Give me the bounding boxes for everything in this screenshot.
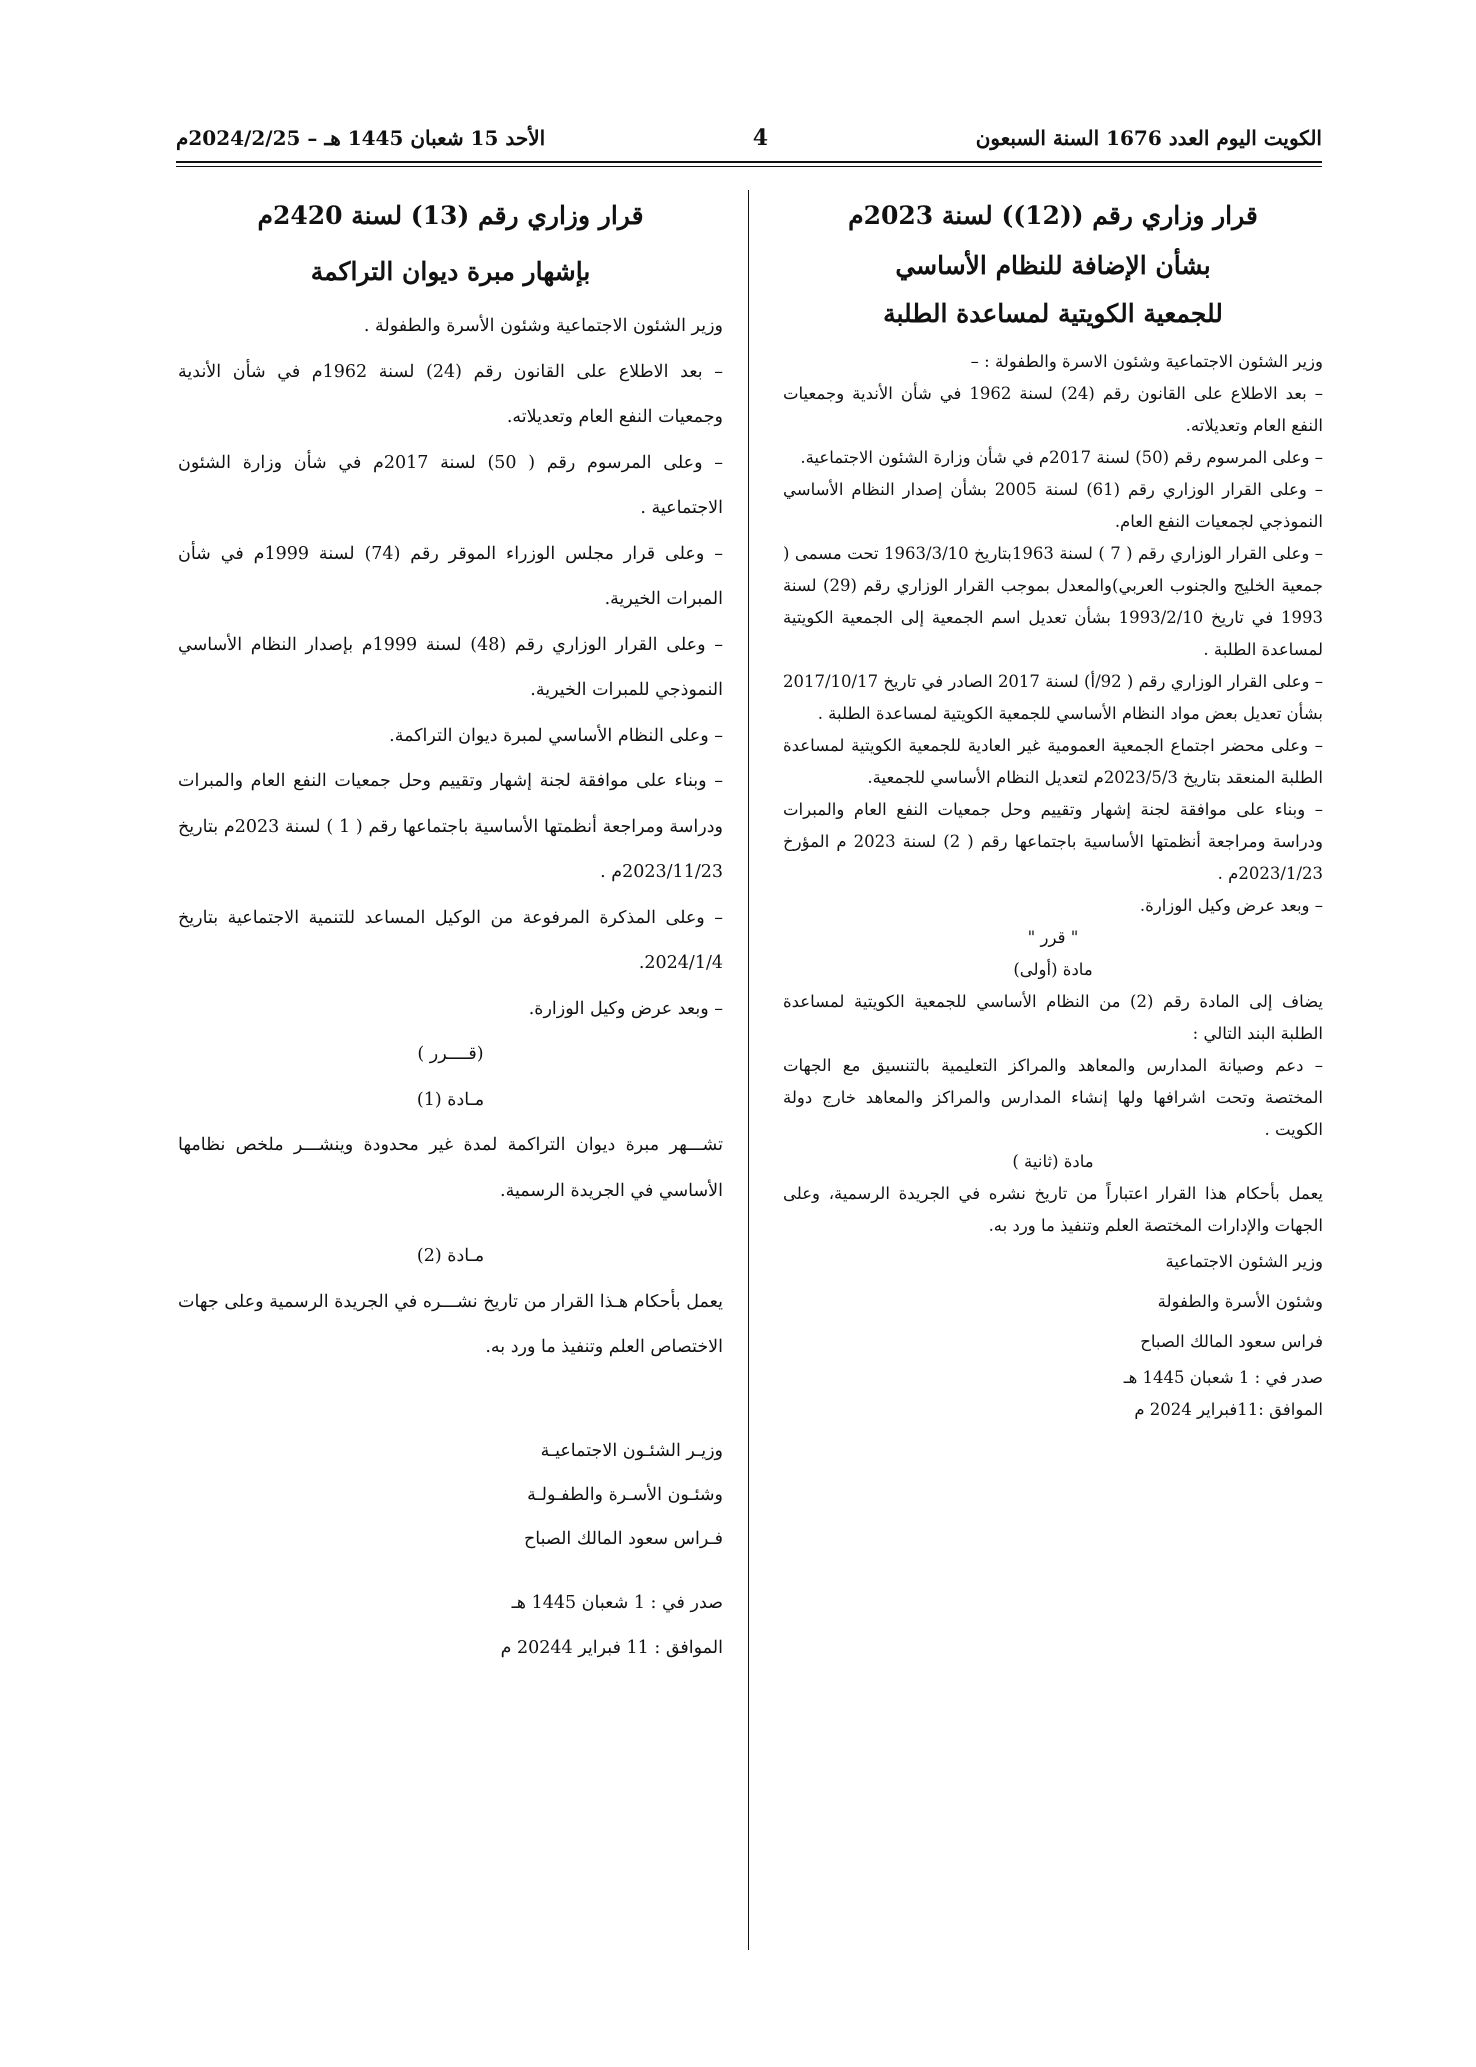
decree-12-issued-hijri: صدر في : 1 شعبان 1445 هـ <box>1123 1368 1323 1387</box>
decree-12-signature-line: وزير الشئون الاجتماعية <box>1165 1252 1323 1271</box>
decree-13-signature-line: وشئـون الأسـرة والطفـولـة <box>527 1484 723 1505</box>
decree-12-signature-line: فراس سعود المالك الصباح <box>1140 1332 1323 1351</box>
decree-13-decision-label: (قــــرر ) <box>417 1044 484 1064</box>
decree-12-article-2-text: يعمل بأحكام هذا القرار اعتباراً من تاريخ نشره في الجريدة الرسمية، وعلى الجهات والإدارات المختصة العلم وتنفيذ ما ورد به. <box>783 1184 1323 1235</box>
decree-13-article-2-text: يعمل بأحكام هـذا القرار من تاريخ نشـــره في الجريدة الرسمية وعلى جهات الاختصاص العلم وتنفيذ ما ورد به. <box>178 1291 723 1357</box>
page-header <box>176 118 1322 158</box>
page-number: 4 <box>752 125 769 151</box>
decree-12-article-1-title: مادة (أولى) <box>1013 960 1093 979</box>
decree-12-article-1-text: يضاف إلى المادة رقم (2) من النظام الأساسي للجمعية الكويتية لمساعدة الطلبة البند التالي : <box>783 992 1324 1043</box>
decree-13-signature-line: وزيـر الشئـون الاجتماعيـة <box>540 1440 723 1461</box>
decree-13-issued-hijri: صدر في : 1 شعبان 1445 هـ <box>511 1592 723 1613</box>
decree-13-paragraph: – وبعد عرض وكيل الوزارة. <box>528 998 723 1019</box>
decree-12-article-2-title: مادة (ثانية ) <box>1012 1152 1094 1171</box>
header-date: الأحد 15 شعبان 1445 هـ – 2024/2/25م <box>176 126 546 150</box>
decree-13-paragraph: – وعلى القرار الوزاري رقم (48) لسنة 1999م بإصدار النظام الأساسي النموذجي للمبرات الخيرية. <box>178 634 724 700</box>
decree-13-paragraph: – وبناء على موافقة لجنة إشهار وتقييم وحل جمعيات النفع العام والمبرات ودراسة ومراجعة أنظمتها الأساسية باجتماعها رقم ( 1 ) لسنة 2023م بتاريخ 2023/11/23م . <box>178 771 723 882</box>
decree-12-issued-gregorian: الموافق :11فبراير 2024 م <box>1134 1400 1323 1419</box>
decree-12-decision-label: " قرر " <box>1027 928 1079 947</box>
decree-13-title: قرار وزاري رقم (13) لسنة 2420م <box>257 201 644 230</box>
decree-12-paragraph: – وعلى القرار الوزاري رقم (61) لسنة 2005 بشأن إصدار النظام الأساسي النموذجي لجمعيات النفع العام. <box>783 480 1324 531</box>
decree-13-paragraph: – وعلى المذكرة المرفوعة من الوكيل المساعد للتنمية الاجتماعية بتاريخ 2024/1/4. <box>178 907 723 973</box>
decree-13-paragraph: – وعلى قرار مجلس الوزراء الموقر رقم (74) لسنة 1999م في شأن المبرات الخيرية. <box>178 543 723 609</box>
header-rule-thin <box>176 166 1322 167</box>
decree-12-signature-line: وشئون الأسرة والطفولة <box>1157 1292 1323 1311</box>
decree-13-column <box>178 192 723 1672</box>
decree-12-paragraph: – وعلى القرار الوزاري رقم ( 7 ) لسنة 1963بتاريخ 1963/3/10 تحت مسمى ( جمعية الخليج والجنوب العربي)والمعدل بموجب القرار الوزاري رقم (29) لسنة 1993 في تاريخ 1993/2/10 بشأن تعديل اسم الجمعية إلى الجمعية الكويتية لمساعدة الطلبة . <box>783 544 1323 659</box>
decree-12-paragraph: – وعلى القرار الوزاري رقم ( 92/أ) لسنة 2017 الصادر في تاريخ 2017/10/17 بشأن تعديل بعض مواد النظام الأساسي للجمعية الكويتية لمساعدة الطلبة . <box>783 672 1323 723</box>
header-issue-info: الكويت اليوم العدد 1676 السنة السبعون <box>975 126 1322 150</box>
decree-13-paragraph: – وعلى المرسوم رقم ( 50) لسنة 2017م في شأن وزارة الشئون الاجتماعية . <box>178 452 723 518</box>
decree-13-intro: وزير الشئون الاجتماعية وشئون الأسرة والطفولة . <box>363 316 723 336</box>
decree-12-subtitle-2: للجمعية الكويتية لمساعدة الطلبة <box>883 299 1223 328</box>
header-rule-thick <box>176 161 1322 163</box>
decree-13-issued-gregorian: الموافق : 11 فبراير 20244 م <box>500 1638 723 1658</box>
column-divider <box>748 190 749 1950</box>
decree-13-signature-line: فـراس سعود المالك الصباح <box>523 1528 723 1549</box>
decree-12-article-1-item: – دعم وصيانة المدارس والمعاهد والمراكز التعليمية بالتنسيق مع الجهات المختصة وتحت اشرافها ولها إنشاء المدارس والمراكز والمعاهد خارج دولة الكويت . <box>783 1056 1323 1139</box>
decree-12-title: قرار وزاري رقم ((12)) لسنة 2023م <box>848 201 1258 230</box>
decree-12-paragraph: – بعد الاطلاع على القانون رقم (24) لسنة 1962 في شأن الأندية وجمعيات النفع العام وتعديلاته. <box>783 384 1323 435</box>
decree-12-intro: وزير الشئون الاجتماعية وشئون الاسرة والطفولة : – <box>970 352 1323 371</box>
decree-12-paragraph: – وعلى المرسوم رقم (50) لسنة 2017م في شأن وزارة الشئون الاجتماعية. <box>800 448 1323 467</box>
decree-13-paragraph: – بعد الاطلاع على القانون رقم (24) لسنة 1962م في شأن الأندية وجمعيات النفع العام وتعديلاته. <box>178 361 723 427</box>
decree-13-subtitle: بإشهار مبرة ديوان التراكمة <box>310 257 591 286</box>
decree-12-column <box>783 192 1323 1426</box>
decree-12-paragraph: – وعلى محضر اجتماع الجمعية العمومية غير العادية للجمعية الكويتية لمساعدة الطلبة المنعقد بتاريخ 2023/5/3م لتعديل النظام الأساسي للجمعية. <box>783 736 1323 787</box>
decree-12-subtitle-1: بشأن الإضافة للنظام الأساسي <box>895 251 1211 280</box>
decree-12-paragraph: – وبناء على موافقة لجنة إشهار وتقييم وحل جمعيات النفع العام والمبرات ودراسة ومراجعة أنظمتها الأساسية باجتماعها رقم ( 2) لسنة 2023 م المؤرخ 2023/1/23م . <box>783 800 1323 883</box>
decree-13-paragraph: – وعلى النظام الأساسي لمبرة ديوان التراكمة. <box>389 725 723 746</box>
decree-13-article-1-title: مـادة (1) <box>416 1089 485 1110</box>
decree-12-paragraph: – وبعد عرض وكيل الوزارة. <box>1139 896 1323 915</box>
decree-13-article-2-title: مـادة (2) <box>416 1246 485 1266</box>
decree-13-article-1-text: تشـــهر مبرة ديوان التراكمة لمدة غير محدودة وينشـــر ملخص نظامها الأساسي في الجريدة الرسمية. <box>178 1135 723 1201</box>
